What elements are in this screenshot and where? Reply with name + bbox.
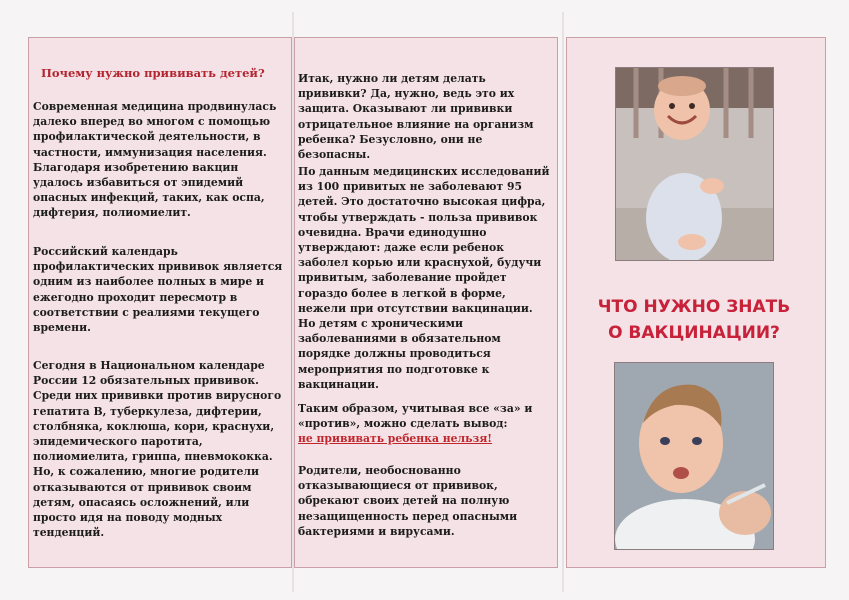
paragraph-parents: Родители, необоснованно отказывающиеся от прививок, обрекают своих детей на полную незащищенность перед опасными бактериями и вирусами. <box>298 464 518 538</box>
paragraph-russian-calendar: Российский календарь профилактических прививок является одним из наиболее полных в мире и ежегодно проходит пересмотр в соответствии с реалиями текущего времени. <box>33 245 283 335</box>
baby-image-icon <box>616 68 773 260</box>
paragraph-research-data: По данным медицинских исследований из 100 привитых не заболевают 95 детей. Это достаточно высокая цифра, чтобы утверждать - польза прививок очевидна. Врачи единодушно утверждают: даже если ребенок заболел корью или краснухой, будучи привитым, заболевание пройдет гораздо более в легкой в форме, нежели при отсутствии вакцинации. Но детям с хроническими заболеваниями в обязательном порядке должны проводиться мероприятия по подготовке к вакцинации. <box>298 165 550 391</box>
conclusion-warning: не прививать ребенка нельзя! <box>298 432 493 446</box>
photo-child-vaccination <box>614 362 774 550</box>
brochure-title <box>576 294 812 346</box>
paragraph-modern-medicine: Современная медицина продвинулась далеко вперед во многом с помощью профилактической деятельности, в частности, иммунизация населения. Благодаря изобретению вакцин удалось избавиться от эпидемий опасных инфекций, таких, как оспа, дифтерия, полиомиелит. <box>33 100 277 220</box>
paragraph-should-vaccinate: Итак, нужно ли детям делать прививки? Да, нужно, ведь это их защита. Оказывают ли прививки отрицательное влияние на организм ребенка? Безусловно, они не безопасны. <box>298 72 534 162</box>
panel-heading: Почему нужно прививать детей? <box>41 66 265 80</box>
title-line-1: ЧТО НУЖНО ЗНАТЬ <box>597 297 791 317</box>
fold-line <box>562 12 564 592</box>
paragraph-conclusion <box>298 401 550 447</box>
child-image-icon <box>615 363 773 549</box>
title-line-2: О ВАКЦИНАЦИИ? <box>608 323 780 343</box>
conclusion-text: Таким образом, учитывая все «за» и «против», можно сделать вывод: <box>298 402 533 431</box>
paragraph-national-calendar: Сегодня в Национальном календаре России 12 обязательных прививок. Среди них прививки против вирусного гепатита В, туберкулеза, дифтерии, столбняка, коклюша, кори, краснухи, эпидемического паротита, полиомиелита, гриппа, пневмококка. Но, к сожалению, многие родители отказываются от прививок своим детям, опасаясь осложнений, или просто идя на поводу модных тенденций. <box>33 359 282 540</box>
photo-smiling-baby <box>615 67 774 261</box>
